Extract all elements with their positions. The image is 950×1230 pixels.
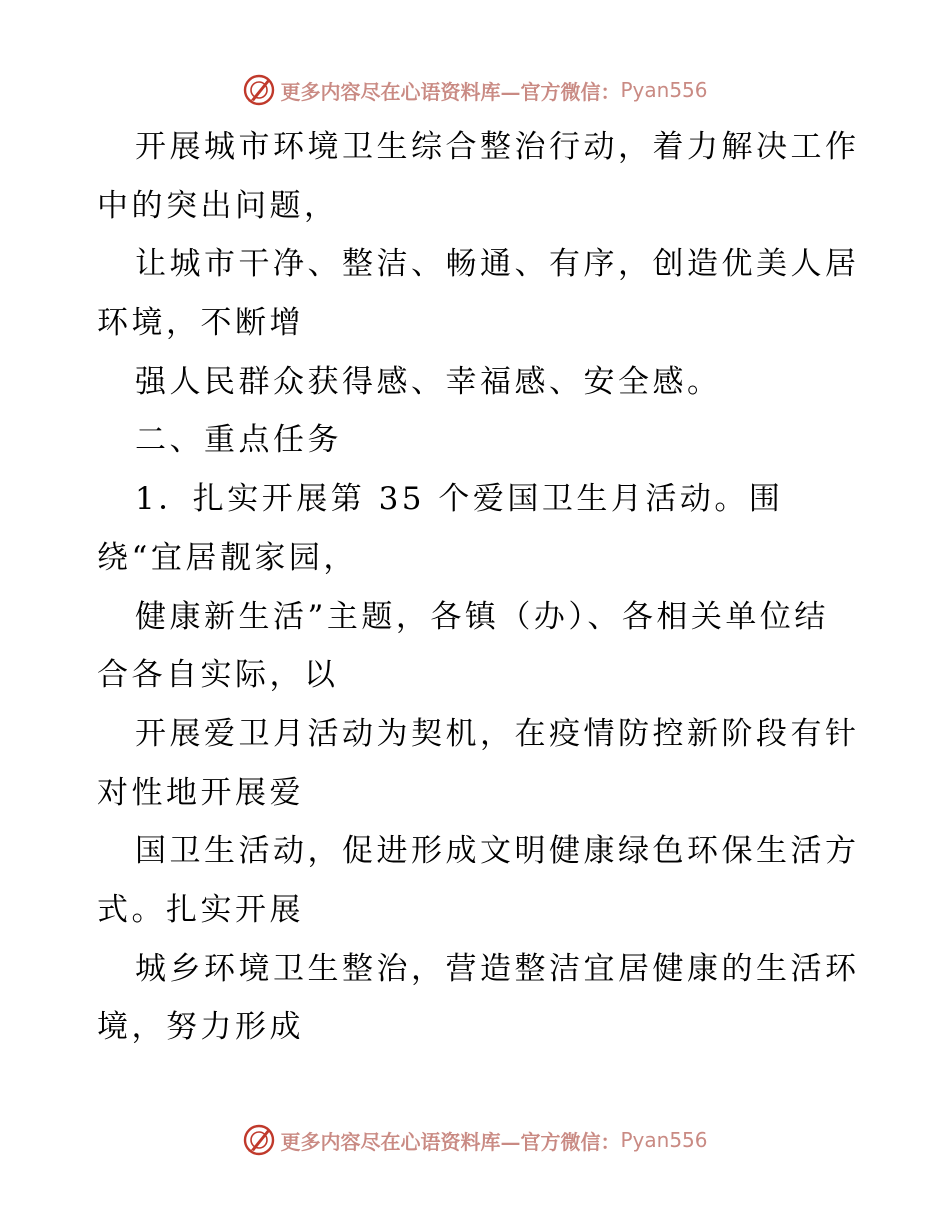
text-line: 合各自实际，以 bbox=[97, 657, 339, 694]
footer-watermark-banner bbox=[0, 1120, 950, 1160]
quill-logo-icon bbox=[242, 1123, 276, 1157]
document-body bbox=[97, 118, 860, 1057]
banner-wechat-id: Pyan556 bbox=[620, 1128, 708, 1152]
text-line: 二、重点任务 bbox=[135, 422, 342, 459]
text-line: 开展爱卫月活动为契机，在疫情防控新阶段有针 bbox=[135, 715, 860, 752]
text-line: 强人民群众获得感、幸福感、安全感。 bbox=[135, 363, 722, 400]
text-line: 绕“宜居靓家园， bbox=[97, 539, 358, 576]
text-line: 让城市干净、整洁、畅通、有序，创造优美人居 bbox=[135, 246, 860, 283]
text-line: 城乡环境卫生整治，营造整洁宜居健康的生活环 bbox=[135, 950, 860, 987]
text-line: 对性地开展爱 bbox=[97, 774, 304, 811]
banner-wechat-id: Pyan556 bbox=[620, 78, 708, 102]
header-watermark-banner bbox=[0, 70, 950, 110]
text-line: 境，努力形成 bbox=[97, 1009, 304, 1046]
text-line: 1．扎实开展第 35 个爱国卫生月活动。围 bbox=[135, 481, 784, 518]
quill-logo-icon bbox=[242, 73, 276, 107]
text-line: 中的突出问题， bbox=[97, 187, 339, 224]
text-line: 开展城市环境卫生综合整治行动，着力解决工作 bbox=[135, 129, 860, 165]
text-line: 国卫生活动，促进形成文明健康绿色环保生活方 bbox=[135, 833, 860, 870]
text-line: 式。扎实开展 bbox=[97, 891, 304, 928]
banner-text: 更多内容尽在心语资料库—官方微信： bbox=[280, 79, 621, 104]
text-line: 环境，不断增 bbox=[97, 305, 304, 342]
banner-text: 更多内容尽在心语资料库—官方微信： bbox=[280, 1129, 621, 1154]
text-line: 健康新生活”主题，各镇（办）、各相关单位结 bbox=[135, 598, 829, 635]
